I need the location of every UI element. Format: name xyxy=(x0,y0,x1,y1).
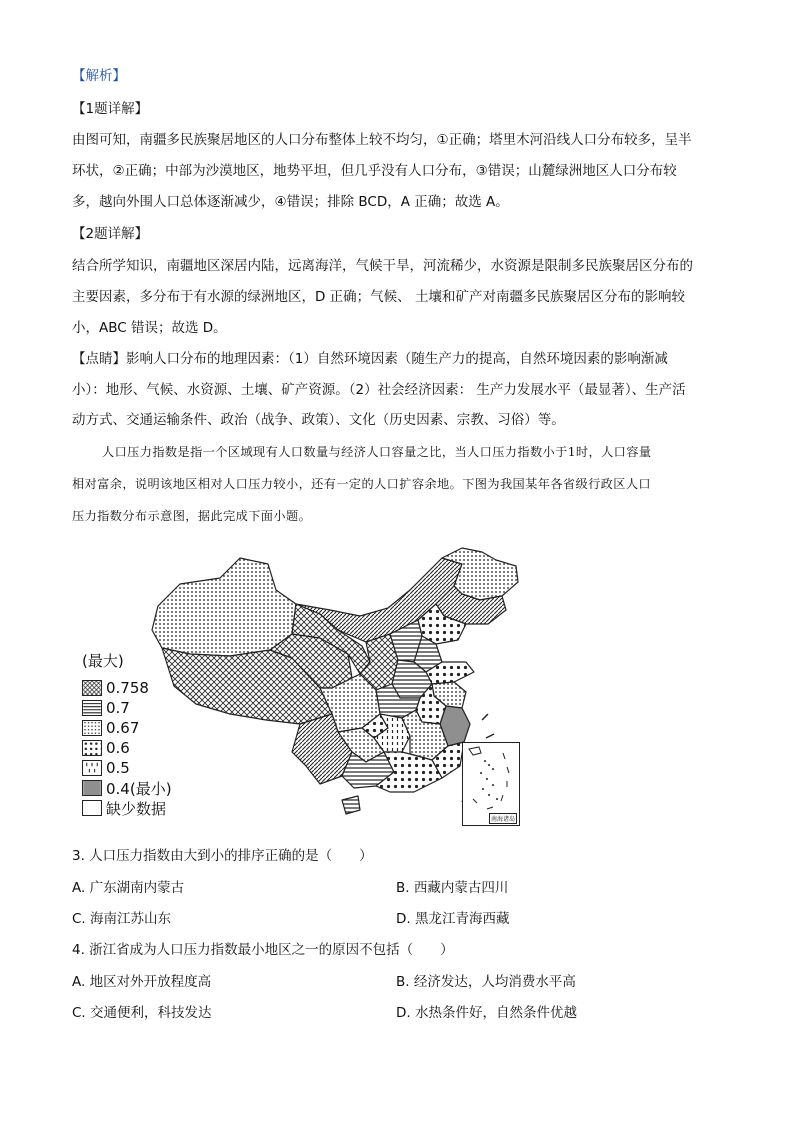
option-text: 水热条件好，自然条件优越 xyxy=(414,1005,577,1021)
legend-swatch-bigdots xyxy=(82,740,102,756)
legend-label-05: 0.5 xyxy=(106,759,130,777)
option-text: 西藏内蒙古四川 xyxy=(413,880,509,896)
legend-item-067 xyxy=(82,718,139,738)
tip-line-2: 小）：地形、气候、水资源、土壤、矿产资源。（2）社会经济因素： 生产力发展水平（最显著）、生产活 xyxy=(72,382,686,398)
option-letter: B. xyxy=(396,880,410,896)
legend-swatch-hlines xyxy=(82,700,102,716)
legend-item-04 xyxy=(82,778,172,798)
legend-swatch-gray xyxy=(82,780,102,796)
q2-detail-header: 【2题详解】 xyxy=(72,226,149,242)
q1-detail-line-2: 环状，②正确；中部为沙漠地区，地势平坦，但几乎没有人口分布，③错误；山麓绿洲地区人口分布较 xyxy=(72,163,677,179)
tip-line-1 xyxy=(72,349,668,369)
q1-detail-line-3: 多，越向外围人口总体逐渐减少，④错误；排除 BCD，A 正确；故选 A。 xyxy=(72,194,509,210)
option-letter: D. xyxy=(396,911,411,927)
q2-detail-line-3: 小，ABC 错误；故选 D。 xyxy=(72,320,227,336)
legend-label-06: 0.6 xyxy=(106,739,130,757)
region-xinjiang xyxy=(152,558,296,656)
question-4-option-c xyxy=(72,1003,212,1023)
legend-swatch-crosshatch xyxy=(82,680,102,696)
inset-label: 南海诸岛 xyxy=(489,813,517,824)
legend-label-067: 0.67 xyxy=(106,719,140,737)
question-3-option-b xyxy=(396,878,508,898)
analysis-header: 【解析】 xyxy=(72,68,126,84)
legend-item-05 xyxy=(82,758,130,778)
q2-detail-line-1: 结合所学知识，南疆地区深居内陆，远离海洋，气候干旱，河流稀少，水资源是限制多民族聚居区分布的 xyxy=(72,258,693,274)
legend-item-07 xyxy=(82,698,130,718)
option-letter: A. xyxy=(72,880,86,896)
question-4-stem: 4. 浙江省成为人口压力指数最小地区之一的原因不包括（ ） xyxy=(72,942,454,958)
region-hainan xyxy=(342,796,360,814)
question-3-option-d xyxy=(396,909,509,929)
inset-islands xyxy=(463,743,517,823)
option-letter: B. xyxy=(396,974,410,990)
legend-item-0758 xyxy=(82,678,149,698)
legend-swatch-dots xyxy=(82,720,102,736)
option-letter: D. xyxy=(396,1005,411,1021)
south-china-sea-inset xyxy=(462,742,520,826)
option-text: 海南江苏山东 xyxy=(90,911,172,927)
q1-detail-line-1: 由图可知，南疆多民族聚居地区的人口分布整体上较不均匀，①正确；塔里木河沿线人口分布较多，呈半 xyxy=(72,132,692,148)
stem-line-2: 相对富余，说明该地区相对人口压力较小，还有一定的人口扩容余地。下图为我国某年各省级行政区人口 xyxy=(72,477,652,491)
q2-detail-line-2: 主要因素，多分布于有水源的绿洲地区，D 正确；气候、 土壤和矿产对南疆多民族聚居区分布的影响较 xyxy=(72,289,685,305)
legend-item-missing xyxy=(82,798,166,818)
q1-detail-header: 【1题详解】 xyxy=(72,101,149,117)
stem-line-1: 人口压力指数是指一个区域现有人口数量与经济人口容量之比，当人口压力指数小于1时，人口容量 xyxy=(102,445,652,459)
question-4-option-b xyxy=(396,972,576,992)
question-3-option-a xyxy=(72,878,184,898)
option-text: 地区对外开放程度高 xyxy=(89,974,212,990)
tip-label: 【点睛】 xyxy=(72,351,126,367)
option-text: 黑龙江青海西藏 xyxy=(414,911,510,927)
legend-title: (最大) xyxy=(82,652,124,670)
option-text: 广东湖南内蒙古 xyxy=(89,880,185,896)
question-4-option-a xyxy=(72,972,211,992)
question-4-option-d xyxy=(396,1003,577,1023)
legend-label-0758: 0.758 xyxy=(106,679,149,697)
tip-line-3: 动方式、交通运输条件、政治（战争、政策）、文化（历史因素、宗教、习俗）等。 xyxy=(72,412,565,428)
stem-line-3: 压力指数分布示意图，据此完成下面小题。 xyxy=(72,509,312,523)
option-text: 交通便利，科技发达 xyxy=(90,1005,212,1021)
tip-text-1: 影响人口分布的地理因素：（1）自然环境因素（随生产力的提高，自然环境因素的影响渐减 xyxy=(126,351,668,367)
question-3-stem: 3. 人口压力指数由大到小的排序正确的是（ ） xyxy=(72,848,373,864)
option-letter: A. xyxy=(72,974,86,990)
legend-swatch-vlines xyxy=(82,760,102,776)
question-3-option-c xyxy=(72,909,171,929)
legend-swatch-blank xyxy=(82,800,102,816)
legend-label-04: 0.4(最小) xyxy=(106,779,172,798)
option-text: 经济发达，人均消费水平高 xyxy=(413,974,576,990)
legend-label-missing: 缺少数据 xyxy=(106,799,167,818)
legend-item-06 xyxy=(82,738,130,758)
legend-label-07: 0.7 xyxy=(106,699,130,717)
option-letter: C. xyxy=(72,911,86,927)
option-letter: C. xyxy=(72,1005,86,1021)
